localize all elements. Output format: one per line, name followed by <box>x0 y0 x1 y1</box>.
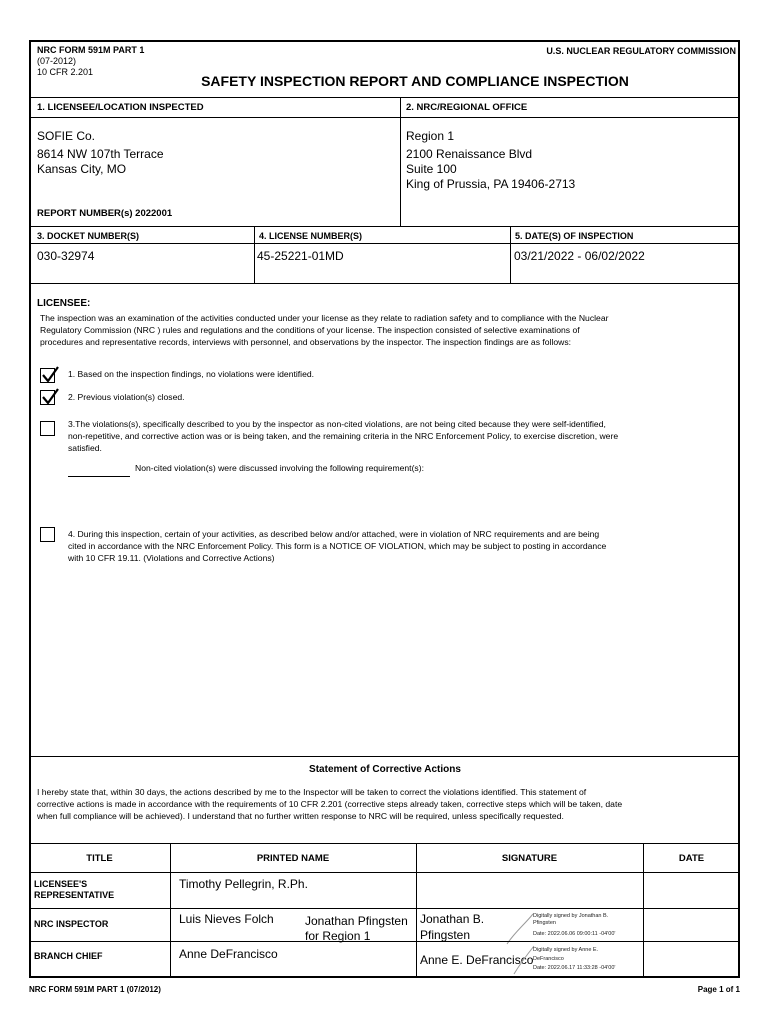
row2-sig-note-3: Date: 2022.06.06 09:00:11 -04'00' <box>533 931 616 937</box>
divider <box>29 283 740 284</box>
col-signature: SIGNATURE <box>501 853 558 864</box>
finding-1-checkbox[interactable] <box>40 368 55 383</box>
footer-form-number: NRC FORM 591M PART 1 (07/2012) <box>29 985 161 994</box>
intro-line-3: procedures and representative records, interviews with personnel, and observations by the inspector. The inspection findings are as follows: <box>40 337 572 347</box>
page-title: SAFETY INSPECTION REPORT AND COMPLIANCE INSPECTION <box>201 73 629 89</box>
region-line-4: King of Prussia, PA 19406-2713 <box>406 177 576 191</box>
agency-name: U.S. NUCLEAR REGULATORY COMMISSION <box>546 46 736 56</box>
row2-printed-name: Luis Nieves Folch <box>179 912 274 926</box>
inspection-dates: 03/21/2022 - 06/02/2022 <box>514 249 645 263</box>
row2-sig-note-2: Pfingsten <box>533 920 556 926</box>
divider <box>29 872 740 873</box>
report-number <box>37 208 172 219</box>
finding-3-line-2: non-repetitive, and corrective action was or is being taken, and the remaining criteria in the NRC Enforcement Policy, to exercise discretion, were <box>68 431 619 441</box>
region-line-2: 2100 Renaissance Blvd <box>406 147 533 161</box>
finding-3-checkbox[interactable] <box>40 421 55 436</box>
license-label: 4. LICENSE NUMBER(S) <box>259 231 363 241</box>
corrective-line-2: corrective actions is made in accordance with the requirements of 10 CFR 2.201 (corrective steps already taken, corrective steps which will be taken, date <box>37 799 623 809</box>
col-printed-name: PRINTED NAME <box>256 853 330 864</box>
ncv-text: Non-cited violation(s) were discussed involving the following requirement(s): <box>135 463 424 473</box>
region-line-3: Suite 100 <box>406 162 457 176</box>
licensee-heading: LICENSEE: <box>37 298 91 309</box>
report-number-label: REPORT NUMBER(s) <box>37 208 133 219</box>
divider <box>29 117 740 118</box>
finding-4-line-2: cited in accordance with the NRC Enforcement Policy. This form is a NOTICE OF VIOLATION, which may be subject to posting in accordance <box>68 541 607 551</box>
col-title: TITLE <box>86 853 113 864</box>
row3-sig-note-1: Digitally signed by Anne E. <box>533 947 599 953</box>
row3-signature: Anne E. DeFrancisco <box>420 953 534 967</box>
intro-line-2: Regulatory Commission (NRC ) rules and regulations and the conditions of your license. The inspection consisted of selective examinations of <box>40 325 580 335</box>
row1-signature-field[interactable] <box>419 874 641 906</box>
form-frame <box>29 40 740 978</box>
report-number-value: 2022001 <box>135 208 173 219</box>
licensee-address-1: 8614 NW 107th Terrace <box>37 147 164 161</box>
divider <box>510 226 511 284</box>
row3-title: BRANCH CHIEF <box>34 951 103 961</box>
row2-signature-line-1: Jonathan B. <box>420 912 485 926</box>
finding-4-line-1: 4. During this inspection, certain of your activities, as described below and/or attached, were in violation of NRC requirements and are being <box>68 529 600 539</box>
divider <box>29 941 740 942</box>
row3-sig-note-2: DeFrancisco <box>533 956 564 962</box>
row2-signature-line-2: Pfingsten <box>420 928 471 942</box>
row2-sig-note-1: Digitally signed by Jonathan B. <box>533 913 609 919</box>
section1-label: 1. LICENSEE/LOCATION INSPECTED <box>37 102 204 113</box>
inspection-dates-label: 5. DATE(S) OF INSPECTION <box>515 231 634 241</box>
finding-3-line-3: satisfied. <box>68 443 102 453</box>
row1-title-2: REPRESENTATIVE <box>34 890 115 900</box>
docket-label: 3. DOCKET NUMBER(S) <box>37 231 140 241</box>
col-date: DATE <box>678 853 705 864</box>
divider <box>29 843 740 844</box>
footer-page-number: Page 1 of 1 <box>697 985 740 994</box>
row1-title-1: LICENSEE'S <box>34 879 88 889</box>
checkmark-icon <box>40 387 60 407</box>
docket-number: 030-32974 <box>37 249 95 263</box>
license-number: 45-25221-01MD <box>257 249 344 263</box>
finding-4-line-3: with 10 CFR 19.11. (Violations and Corrective Actions) <box>68 553 275 563</box>
section2-label: 2. NRC/REGIONAL OFFICE <box>406 102 528 113</box>
row2-title: NRC INSPECTOR <box>34 919 109 929</box>
corrective-line-1: I hereby state that, within 30 days, the actions described by me to the Inspector will be taken to correct the violations identified. This statement of <box>37 787 587 797</box>
finding-1-text: 1. Based on the inspection findings, no violations were identified. <box>68 369 315 379</box>
row3-printed-name: Anne DeFrancisco <box>179 947 278 961</box>
row2-printed-name-b1: Jonathan Pfingsten <box>305 914 408 928</box>
form-number: NRC FORM 591M PART 1 <box>37 45 145 55</box>
row2-date-field[interactable] <box>645 910 738 940</box>
row3-date-field[interactable] <box>645 943 738 975</box>
licensee-address-2: Kansas City, MO <box>37 162 127 176</box>
corrective-heading: Statement of Corrective Actions <box>309 764 461 775</box>
intro-line-1: The inspection was an examination of the activities conducted under your license as they relate to radiation safety and to compliance with the Nuclear <box>40 313 609 323</box>
divider <box>29 756 740 757</box>
finding-3-line-1: 3.The violations(s), specifically described to you by the inspector as non-cited violations, are not being cited because they were self-identified, <box>68 419 606 429</box>
row3-sig-note-3: Date: 2022.06.17 11:33:28 -04'00' <box>533 965 616 971</box>
divider <box>29 97 740 98</box>
checkmark-icon <box>40 365 60 385</box>
divider <box>29 226 740 227</box>
finding-4-checkbox[interactable] <box>40 527 55 542</box>
form-date: (07-2012) <box>37 56 77 66</box>
row1-date-field[interactable] <box>645 874 738 906</box>
divider <box>29 908 740 909</box>
finding-2-text: 2. Previous violation(s) closed. <box>68 392 185 402</box>
licensee-name: SOFIE Co. <box>37 129 96 143</box>
finding-2-checkbox[interactable] <box>40 390 55 405</box>
row2-printed-name-b2: for Region 1 <box>305 929 371 943</box>
ncv-blank-line[interactable] <box>68 476 130 477</box>
form-cfr: 10 CFR 2.201 <box>37 67 94 77</box>
corrective-line-3: when full compliance will be achieved). I understand that no further written response to NRC will be required, unless specifically requested. <box>37 811 564 821</box>
region-line-1: Region 1 <box>406 129 455 143</box>
divider <box>254 226 255 284</box>
row1-printed-name: Timothy Pellegrin, R.Ph. <box>179 877 308 891</box>
divider <box>29 243 740 244</box>
